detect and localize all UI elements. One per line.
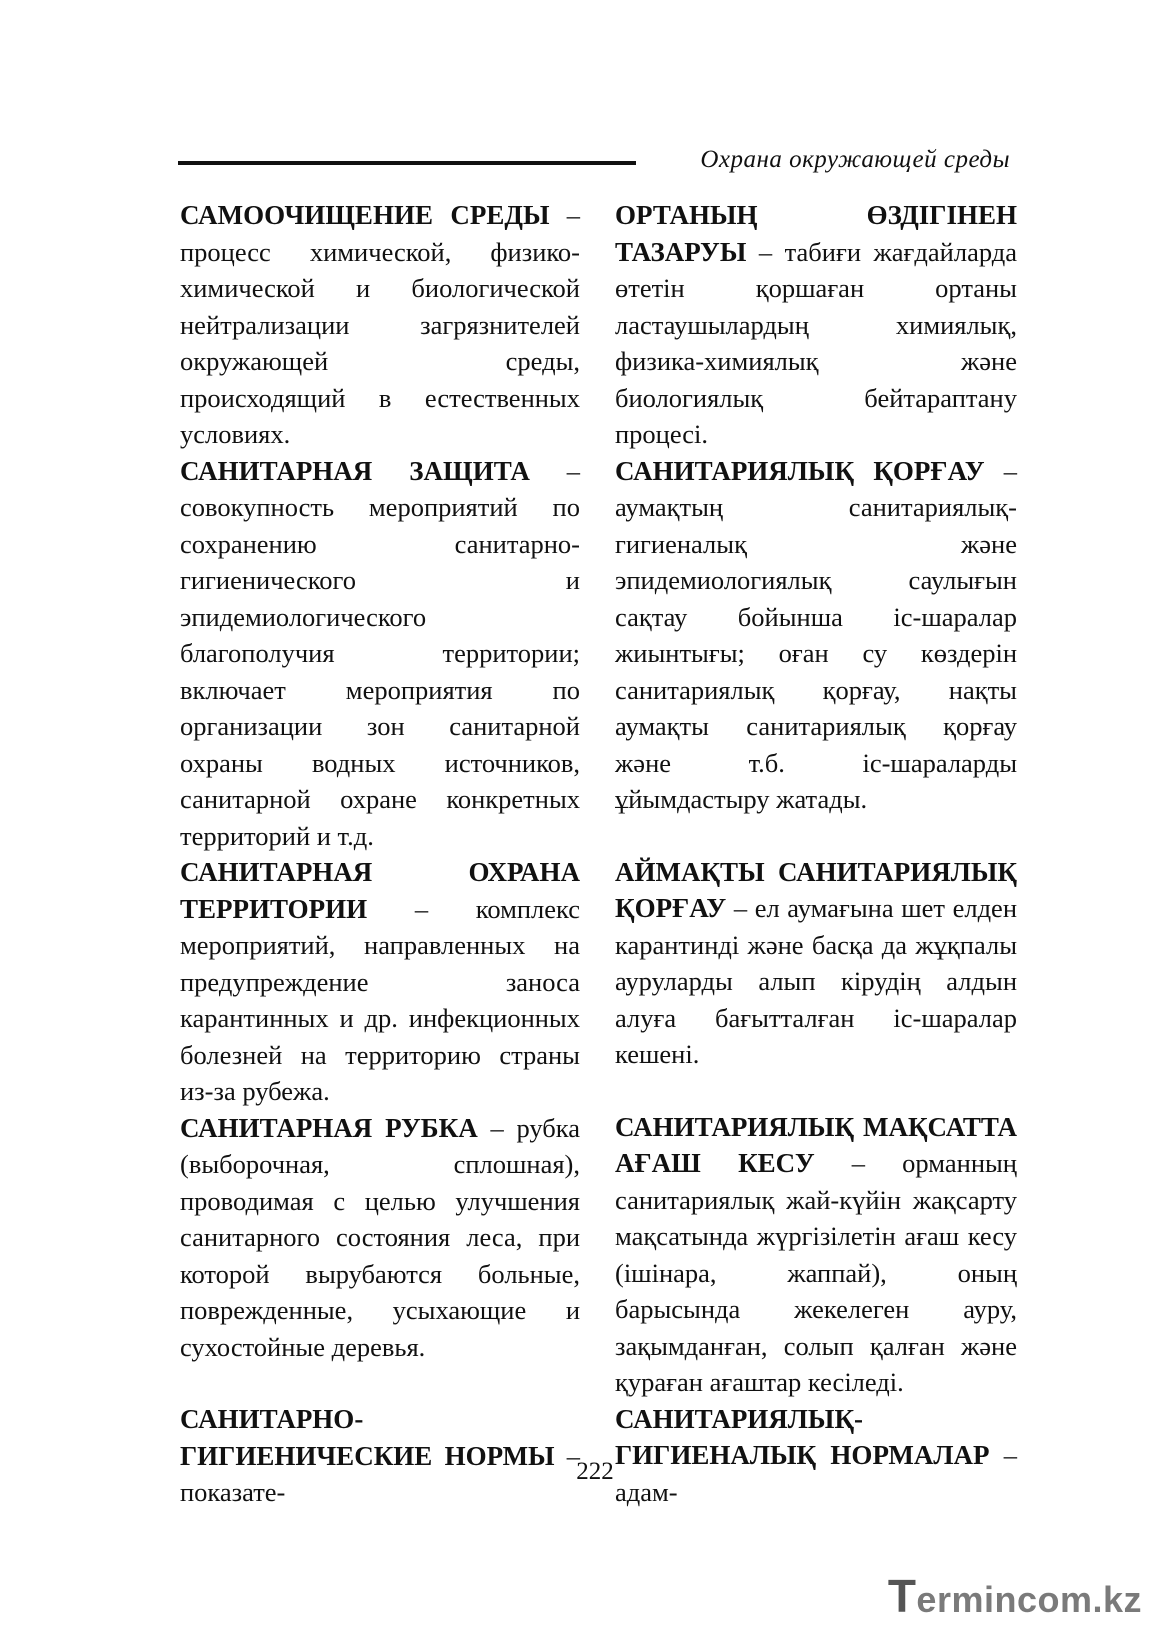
- entry-definition: – орманның санитариялық жай-күйін жақсарту мақсатында жүргізілетін ағаш кесу (ішінара, жаппай), оның барысында жекелеген ауру, зақымданған, солып қалған және қураған ағаштар кесіледі.: [615, 1148, 1017, 1397]
- entry-definition: – процесс химической, физико-химической и биологической нейтрализации загрязнителей окружающей среды, происходящий в естественных условиях.: [180, 200, 581, 449]
- glossary-entry: [615, 854, 1017, 1073]
- entry-definition: – комплекс мероприятий, направленных на предупреждение заноса карантинных и др. инфекционных болезней на территорию страны из-за рубежа.: [180, 893, 580, 1106]
- glossary-entry: [615, 197, 1017, 453]
- entry-term: САНИТАРНО-ГИГИЕНИЧЕСКИЕ НОРМЫ: [180, 1404, 555, 1471]
- entry-definition: – аумақтың санитариялық-гигиеналық және эпидемиологиялық саулығын сақтау бойынша іс-шаралар жиынтығы; оған су көздерін санитариялық қорғау, нақты аумақты санитариялық қорғау және т.б. іс-шараларды ұйымдастыру жатады.: [615, 455, 1017, 814]
- watermark-initial: T: [887, 1570, 917, 1622]
- glossary-entry: [615, 1109, 1017, 1401]
- glossary-entry: [180, 1401, 580, 1511]
- entry-term: САМООЧИЩЕНИЕ СРЕДЫ: [180, 200, 550, 230]
- entry-term: САНИТАРНАЯ РУБКА: [180, 1112, 478, 1143]
- glossary-entry: [180, 453, 580, 855]
- entry-definition: – совокупность мероприятий по сохранению санитарно-гигиенического и эпидемиологического благополучия территории; включает мероприятия по организации зон санитарной охраны водных источников, санитарной охране конкретных территорий и т.д.: [180, 455, 580, 851]
- right-column: [615, 197, 1017, 1510]
- entry-term: ОРТАНЫҢ ӨЗДІГІНЕН ТАЗАРУЫ: [615, 200, 1017, 267]
- entry-definition: – показате-: [180, 1440, 581, 1507]
- entry-term: САНИТАРИЯЛЫҚ ҚОРҒАУ: [615, 455, 985, 486]
- entry-definition: – адам-: [615, 1440, 1017, 1507]
- entry-term: АЙМАҚТЫ САНИТАРИЯЛЫҚ ҚОРҒАУ: [615, 856, 1017, 923]
- entry-definition: – рубка (выборочная, сплошная), проводимая с целью улучшения санитарного состояния леса, при которой вырубаются больные, поврежденные, усыхающие и сухостойные деревья.: [180, 1112, 580, 1362]
- glossary-entry: [180, 854, 580, 1110]
- header-rule: [178, 161, 636, 165]
- page-number: 222: [576, 1458, 614, 1485]
- entry-definition: – ел аумағына шет елден карантинді және басқа да жұқпалы ауруларды алып кірудің алдын алуға бағытталған іс-шаралар кешені.: [615, 893, 1017, 1069]
- left-column: [180, 197, 580, 1511]
- entry-term: САНИТАРНАЯ ЗАЩИТА: [180, 455, 530, 486]
- termincom-watermark-logo: [888, 1569, 1142, 1623]
- entry-term: САНИТАРИЯЛЫҚ-ГИГИЕНАЛЫҚ НОРМАЛАР: [615, 1403, 990, 1470]
- glossary-entry: [615, 1401, 1017, 1511]
- running-header-title: Охрана окружающей среды: [700, 146, 1010, 173]
- glossary-entry: [615, 453, 1017, 818]
- entry-term: САНИТАРНАЯ ОХРАНА ТЕРРИТОРИИ: [180, 857, 580, 924]
- watermark-text: ermincom.kz: [916, 1579, 1142, 1620]
- entry-definition: – табиғи жағдайларда өтетін қоршаған ортаны ластаушылардың химиялық, физика-химиялық және биологиялық бейтараптану процесі.: [615, 236, 1017, 449]
- entry-term: САНИТАРИЯЛЫҚ МАҚСАТТА АҒАШ КЕСУ: [615, 1111, 1017, 1178]
- glossary-entry: [180, 197, 580, 453]
- glossary-entry: [180, 1110, 580, 1366]
